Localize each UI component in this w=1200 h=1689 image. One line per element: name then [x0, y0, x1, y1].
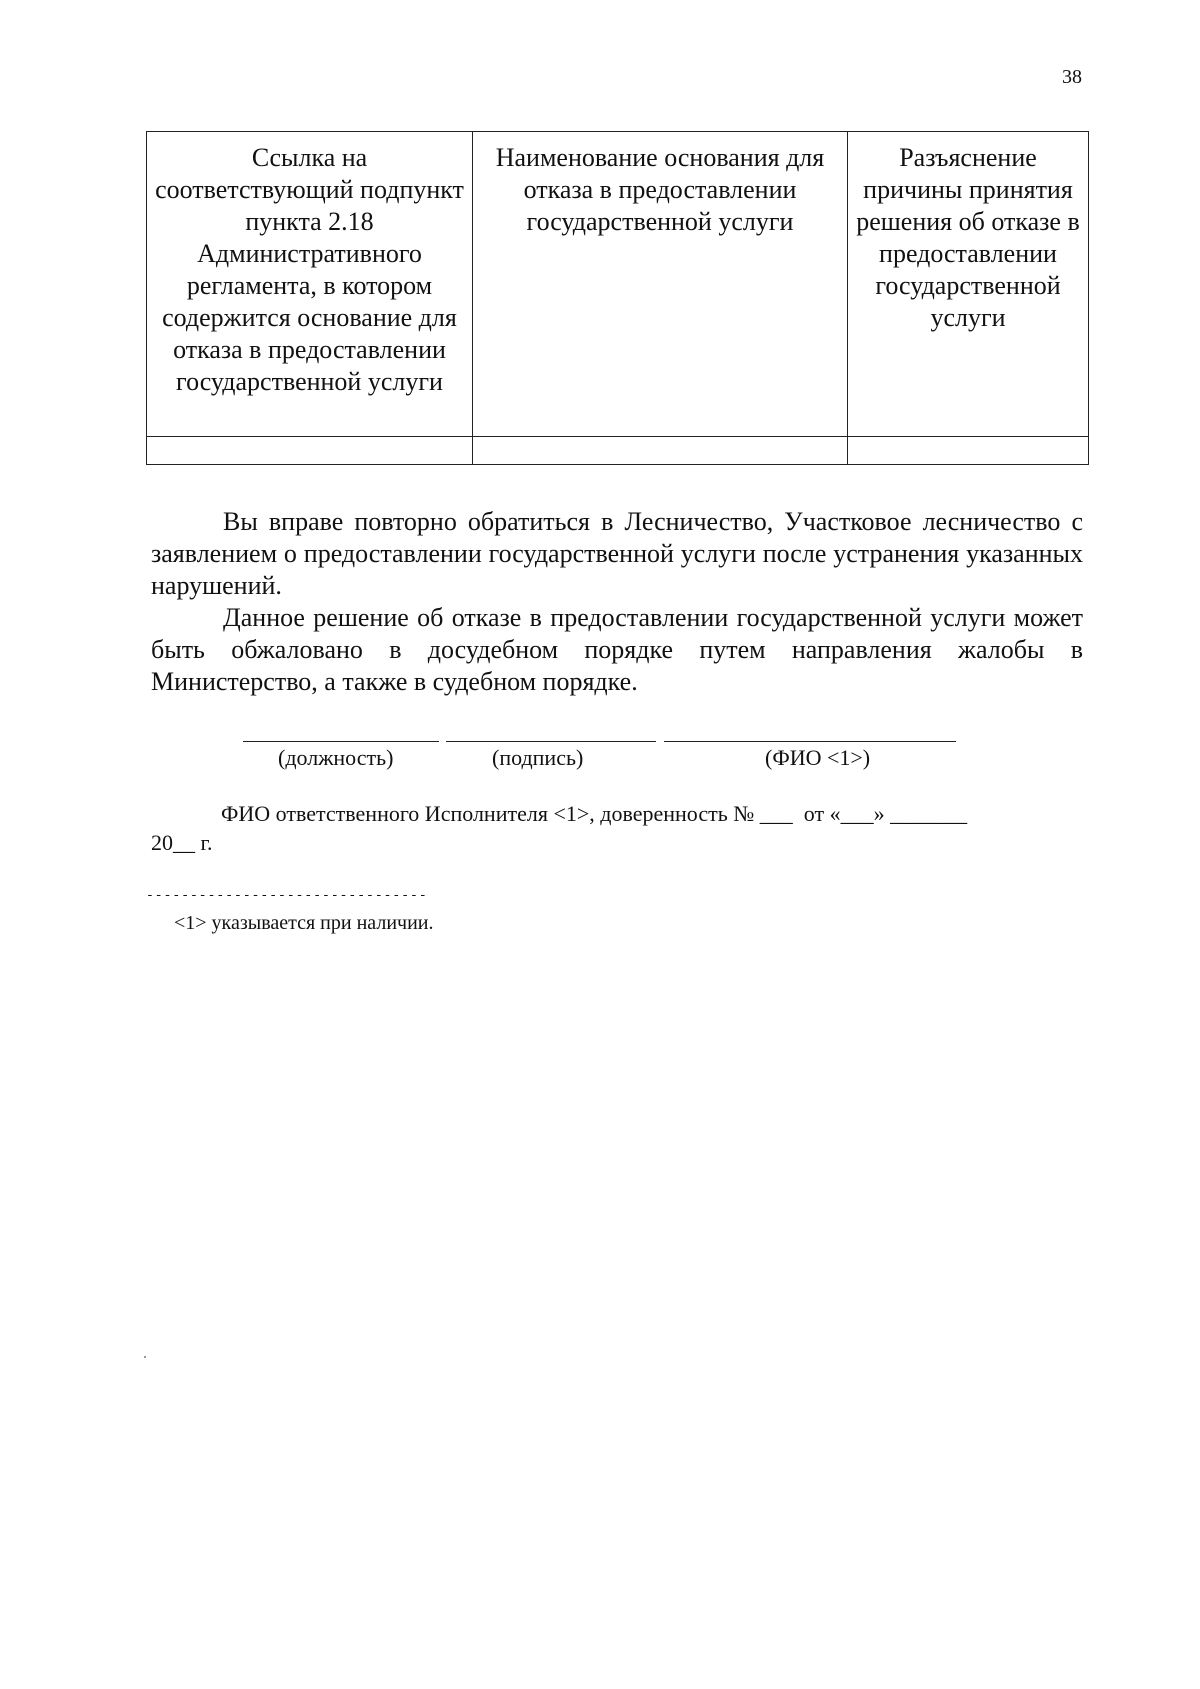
signature-line — [446, 741, 656, 742]
executor-line: ФИО ответственного Исполнителя <1>, доверенность № ___ от «___» _______ — [221, 801, 968, 826]
position-label: (должность) — [278, 745, 394, 770]
position-signature-line — [243, 741, 439, 742]
table-cell — [848, 437, 1089, 465]
table-cell — [473, 437, 848, 465]
table-row — [147, 437, 1089, 465]
page-number: 38 — [1062, 66, 1082, 88]
name-label: (ФИО <1>) — [765, 745, 871, 770]
signature-label: (подпись) — [492, 745, 584, 770]
refusal-reasons-table — [146, 131, 1089, 465]
year-line: 20__ г. — [151, 830, 213, 855]
footnote-separator: -------------------------------- — [146, 888, 428, 903]
table-cell — [147, 437, 473, 465]
table-header-explanation: Разъяснение причины принятия решения об отказе в предоставлении государственной услуги — [848, 132, 1089, 437]
name-signature-line — [664, 741, 956, 742]
reapply-paragraph: Вы вправе повторно обратиться в Лесничество, Участковое лесничество с заявлением о предоставлении государственной услуги после устранения указанных нарушений. — [151, 507, 1083, 600]
table-header-reason-name: Наименование основания для отказа в предоставлении государственной услуги — [473, 132, 848, 437]
table-header-row — [147, 132, 1089, 437]
table-header-reference: Ссылка на соответствующий подпункт пункта 2.18 Административного регламента, в котором содержится основание для отказа в предоставлении государственной услуги — [147, 132, 473, 437]
appeal-paragraph: Данное решение об отказе в предоставлении государственной услуги может быть обжаловано в досудебном порядке путем направления жалобы в Министерство, а также в судебном порядке. — [151, 603, 1083, 696]
footnote-text: <1> указывается при наличии. — [174, 912, 434, 934]
scan-speck — [144, 1356, 146, 1358]
